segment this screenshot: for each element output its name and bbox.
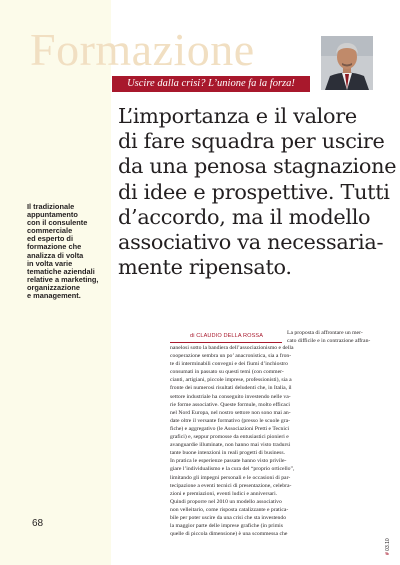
body-line: date oltre il versante formativo (presso le scuole gra- xyxy=(170,417,291,424)
body-line: rie forme associative. Queste formule, molto efficaci xyxy=(170,401,290,408)
headline-line: di fare squadra per uscire xyxy=(118,129,385,154)
body-line: grafici) e, seppur promosse da entusiastici pionieri e xyxy=(170,434,289,441)
byline-prefix: di xyxy=(190,333,195,339)
headline-line: mente ripensato. xyxy=(118,255,292,280)
body-line: tante buone intenzioni in reali progetti di business. xyxy=(170,450,285,457)
body-line: la maggior parte delle imprese grafiche (in primis xyxy=(170,523,283,530)
summary-line: e management. xyxy=(27,291,81,301)
section-title: Formazione xyxy=(30,24,255,75)
summary-line: formazione che xyxy=(27,242,82,252)
body-line: limitando gli impegni personali e le occasioni di par- xyxy=(170,474,291,481)
body-line: nanelosi sotto la bandiera dell’associazionismo e della xyxy=(170,345,294,351)
body-line: avanguardie illuminate, non hanno mai visto tradursi xyxy=(170,442,291,449)
body-line: consumati in passato su questi temi (con commer- xyxy=(170,369,284,376)
body-line: non velleitario, come risposta catalizzante e pratica- xyxy=(170,506,289,513)
headline-line: L’importanza e il valore xyxy=(118,104,357,128)
headline-line: d’accordo, ma il modello xyxy=(118,204,371,229)
body-line: nel Nord Europa, nel nostro settore non sono mai an- xyxy=(170,409,291,416)
author-portrait-image xyxy=(321,36,373,90)
folio-issue: 03.10 xyxy=(385,538,391,551)
summary-line: con il consulente xyxy=(27,218,88,228)
body-line: giare l’individualismo e la cura del “proprio orticello”, xyxy=(170,466,295,473)
body-line: settore industriale ha conseguito investendo nelle va- xyxy=(170,393,291,400)
body-line: te di interminabili convegni e dei fiumi d’inchiostro xyxy=(170,361,288,368)
summary-line: organizzazione xyxy=(27,282,80,292)
topic-banner-text: Uscire dalla crisi? L’unione fa la forza! xyxy=(127,78,295,89)
byline-author: CLAUDIO DELLA ROSSA xyxy=(196,333,264,339)
summary-line: in volta varie xyxy=(27,258,73,268)
body-line: zioni e premiazioni, eventi ludici e anniversari. xyxy=(170,490,278,497)
body-line: Quindi proporre nel 2010 un modello associativo xyxy=(170,498,282,505)
folio-mark: # xyxy=(385,552,391,555)
headline-line: di idee e prospettive. Tutti xyxy=(118,179,390,204)
byline xyxy=(190,333,263,339)
column-summary xyxy=(27,203,109,300)
headline-line: da una penosa stagnazione xyxy=(118,154,397,179)
headline-line: associativo va necessaria- xyxy=(118,230,384,255)
body-line: fronte dei numerosi risultati deludenti che, in Italia, il xyxy=(170,385,292,392)
article-body-text xyxy=(170,344,295,538)
summary-line: relative a marketing, xyxy=(27,274,99,284)
page-number: 68 xyxy=(32,518,44,529)
body-line: cianti, artigiani, piccole imprese, professionisti), sia a xyxy=(170,377,292,384)
body-line: cooperazione sembra un po’ anacronistica, sia a fron- xyxy=(170,353,292,360)
topic-banner xyxy=(112,76,310,92)
summary-line: appuntamento xyxy=(27,210,78,220)
summary-line: tematiche aziendali xyxy=(27,266,95,276)
body-line: tecipazione a eventi tecnici di presentazione, celebra- xyxy=(170,482,292,489)
article-body-opening xyxy=(287,329,377,345)
body-line: In pratica le esperienze passate hanno visto privile- xyxy=(170,458,287,465)
body-line: La proposta di affrontare un mer- xyxy=(287,330,363,336)
body-line: fiche) e aggregativo (le Associazioni Pretti e Tecnici xyxy=(170,425,290,432)
article-headline xyxy=(118,104,397,280)
summary-line: ed esperto di xyxy=(27,234,73,244)
issue-folio xyxy=(385,538,391,555)
body-line: quelle di piccola dimensione) è una scommessa che xyxy=(170,531,288,538)
summary-line: analizza di volta xyxy=(27,250,84,260)
author-portrait xyxy=(321,36,373,90)
summary-line: commerciale xyxy=(27,226,73,236)
body-line: bile per poter uscire da una crisi che sta investendo xyxy=(170,514,287,521)
summary-line: Il tradizionale xyxy=(27,202,75,211)
body-line: cato difficile e in contrazione affran- xyxy=(287,338,371,345)
